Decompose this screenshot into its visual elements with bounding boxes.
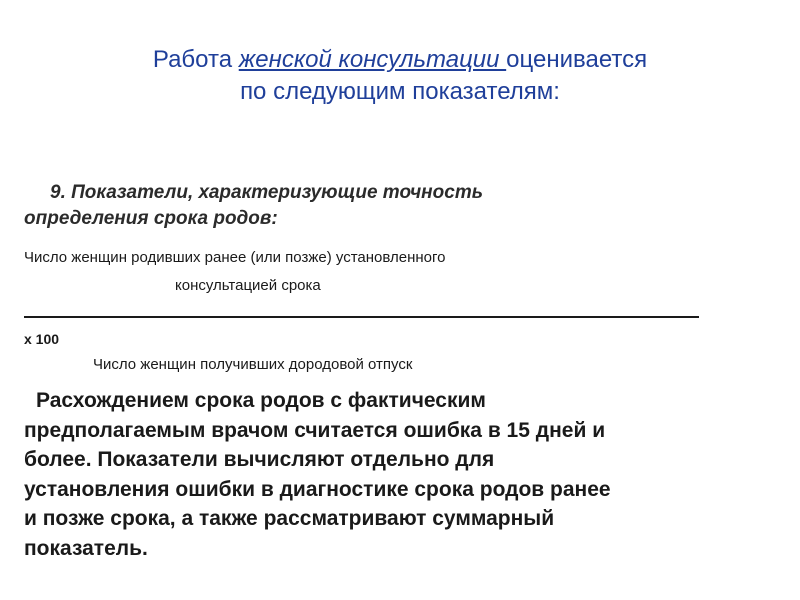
title-prefix: Работа (152, 46, 239, 73)
body-line-5: и позже срока, а также рассматривают суммарный (24, 507, 555, 530)
section-heading (24, 180, 724, 232)
formula-multiplier: x 100 (24, 331, 60, 347)
formula-numerator-line-1: Число женщин родивших ранее (или позже) установленного (24, 249, 446, 266)
title-line-1 (0, 44, 800, 76)
title-underlined-phrase: женской консультации (238, 46, 507, 73)
section-heading-line-2: определения срока родов: (24, 208, 278, 229)
section-heading-line-1: 9. Показатели, характеризующие точность (50, 182, 484, 203)
body-line-2: предполагаемым врачом считается ошибка в 15 дней и (24, 418, 606, 442)
slide-title (0, 44, 800, 108)
title-suffix: оценивается (506, 46, 648, 73)
body-line-1: Расхождением срока родов с фактическим (36, 389, 486, 412)
body-line-3: более. Показатели вычисляют отдельно для (24, 448, 495, 471)
title-line-2: по следующим показателям: (240, 78, 560, 105)
formula-fraction-line (24, 316, 699, 318)
body-paragraph (24, 386, 776, 563)
body-line-4: установления ошибки в диагностике срока родов ранее (24, 477, 611, 501)
formula-numerator-line-2: консультацией срока (175, 277, 321, 294)
formula-denominator: Число женщин получивших дородовой отпуск (93, 356, 413, 373)
body-line-6: показатель. (24, 536, 148, 560)
